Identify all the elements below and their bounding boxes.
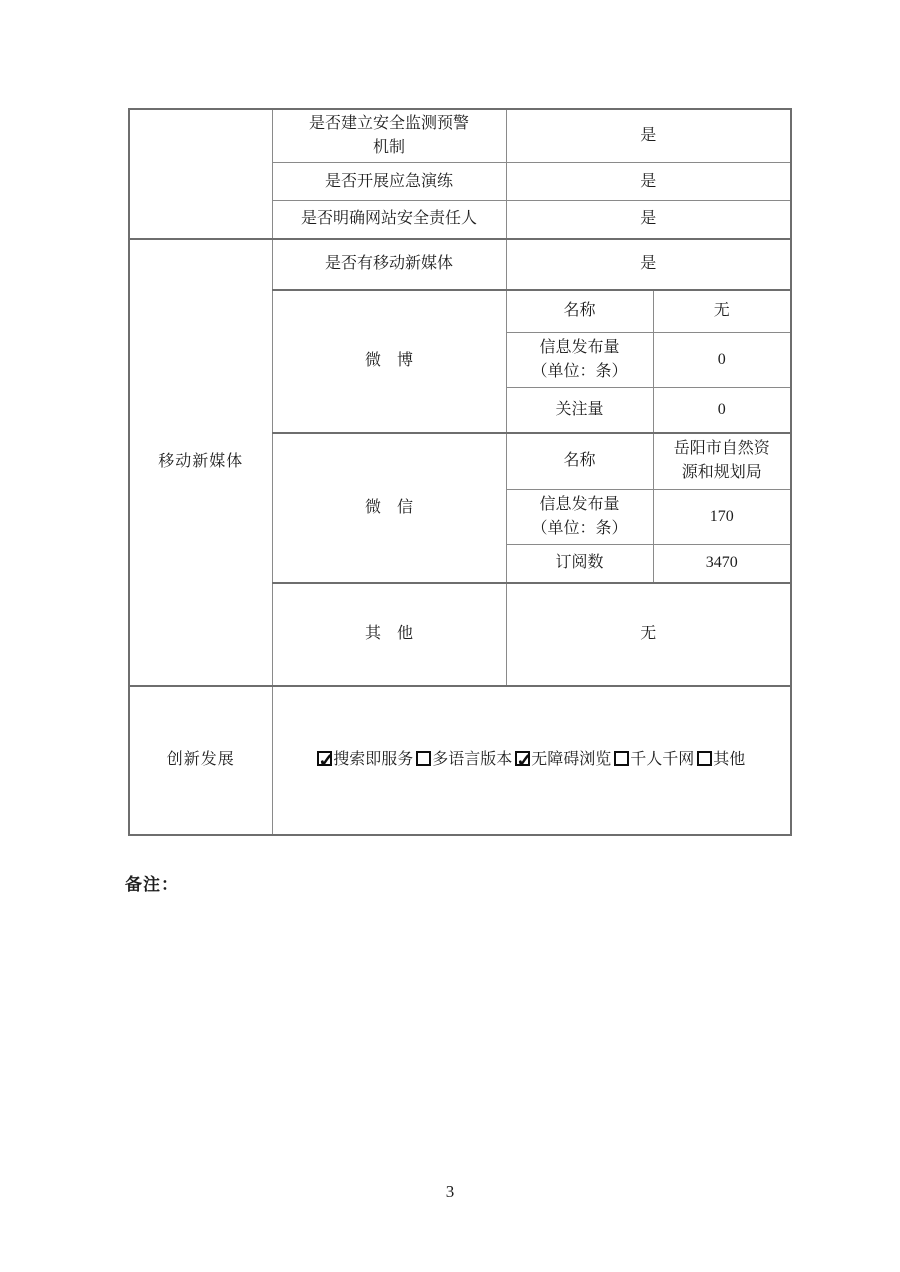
security-question-value: 是: [506, 201, 791, 239]
weibo-header: 微 博: [272, 290, 506, 433]
checkbox-label-personalized-web: 千人千网: [630, 751, 695, 768]
checkbox-label-search-as-service: 搜索即服务: [333, 751, 414, 768]
checkbox-search-as-service: [317, 751, 332, 766]
remarks-label: 备注：: [125, 875, 179, 894]
wechat-subscribers-label: 订阅数: [506, 545, 653, 583]
security-question-text: 是否建立安全监测预警机制: [308, 115, 469, 156]
wechat-posts-value: 170: [653, 490, 791, 545]
checkbox-other: [697, 751, 712, 766]
innovation-options: [272, 686, 791, 835]
section-header-mobile-media: 移动新媒体: [129, 239, 272, 686]
weibo-posts-label-line2: （单位：条）: [531, 363, 628, 380]
security-question-value: 是: [506, 109, 791, 163]
weibo-posts-label-line1: 信息发布量: [539, 339, 620, 356]
weibo-posts-label: [506, 333, 653, 388]
other-media-value: 无: [506, 583, 791, 686]
wechat-name-label: 名称: [506, 433, 653, 490]
wechat-header: 微 信: [272, 433, 506, 583]
wechat-name-text: 岳阳市自然资源和规划局: [673, 440, 770, 482]
report-table: [128, 108, 792, 836]
weibo-name-value: 无: [653, 290, 791, 333]
checkbox-label-accessible-browsing: 无障碍浏览: [531, 751, 612, 768]
weibo-followers-label: 关注量: [506, 388, 653, 433]
wechat-subscribers-value: 3470: [653, 545, 791, 583]
security-question-label: 是否开展应急演练: [272, 163, 506, 201]
checkbox-multilingual: [416, 751, 431, 766]
weibo-followers-value: 0: [653, 388, 791, 433]
checkbox-personalized-web: [614, 751, 629, 766]
checkbox-label-other: 其他: [713, 751, 746, 768]
other-media-label: 其 他: [272, 583, 506, 686]
wechat-posts-label: [506, 490, 653, 545]
security-question-label: [272, 109, 506, 163]
page-number: 3: [445, 1182, 455, 1201]
checkbox-label-multilingual: 多语言版本: [432, 751, 513, 768]
weibo-name-label: 名称: [506, 290, 653, 333]
security-question-value: 是: [506, 163, 791, 201]
mobile-media-availability-label: 是否有移动新媒体: [272, 239, 506, 290]
mobile-media-availability-value: 是: [506, 239, 791, 290]
section-header-innovation: 创新发展: [129, 686, 272, 835]
wechat-posts-label-line1: 信息发布量: [539, 496, 620, 513]
section-header-empty: [129, 109, 272, 239]
checkbox-accessible-browsing: [515, 751, 530, 766]
security-question-label: 是否明确网站安全责任人: [272, 201, 506, 239]
weibo-posts-value: 0: [653, 333, 791, 388]
wechat-posts-label-line2: （单位：条）: [531, 520, 628, 537]
wechat-name-value: [653, 433, 791, 490]
